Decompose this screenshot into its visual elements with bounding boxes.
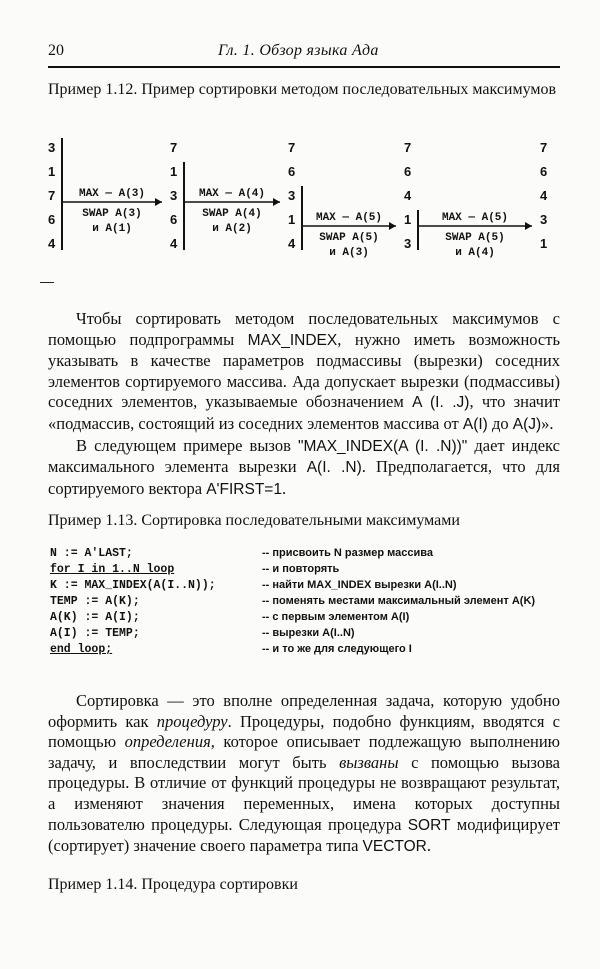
arrow-head-icon xyxy=(389,222,396,230)
paragraph-2: В следующем примере вызов "MAX_INDEX(A (I. .N))" дает индекс максимального элемента вырезки A(I. .N). Предполагается, что для сортируемого вектора A'FIRST=1. xyxy=(48,435,560,498)
code-listing: N := A'LAST; -- присвоить N размер массива for I in 1..N loop -- и повторять K := MAX_INDEX(A(I..N)); -- найти MAX_INDEX вырезки A(I..N) TEMP := A(K); -- поменять местами максимальный элемент A(K) A(K) := A(I); -- с первым элементом A(I) A(I) := TEMP; -- вырезки A(I..N) end loop; -- и то же для следующего I xyxy=(50,547,536,656)
running-header xyxy=(48,40,560,68)
diagram-value: 3 xyxy=(288,188,296,203)
diagram-value: 1 xyxy=(404,212,412,227)
example-1-12-caption: Пример 1.12. Пример сортировки методом последовательных максимумов xyxy=(48,81,557,98)
diagram-value: 7 xyxy=(48,188,56,203)
diagram-value: 1 xyxy=(48,164,56,179)
diagram-dash xyxy=(40,282,54,283)
example-1-13-caption: Пример 1.13. Сортировка последовательными максимумами xyxy=(48,512,460,529)
sort-diagram xyxy=(40,128,570,293)
diagram-value: 6 xyxy=(540,164,548,179)
diagram-value: 7 xyxy=(288,140,296,155)
diagram-with-label: и A(1) xyxy=(92,223,132,235)
diagram-value: 4 xyxy=(170,236,178,251)
diagram-value: 6 xyxy=(404,164,412,179)
arrow-head-icon xyxy=(525,222,532,230)
diagram-with-label: и A(2) xyxy=(212,223,252,235)
diagram-with-label: и A(4) xyxy=(455,247,495,259)
paragraph-3: Сортировка — это вполне определенная задача, которую удобно оформить как процедуру. Процедуры, подобно функциям, вводятся с помощью определения, которое описывает подлежащую выполнению задачу, и впоследствии могут быть вызваны с помощью вызова процедуры. В отличие от функций процедуры не возвращают результат, а изменяют значения переменных, имена которых доступны пользователю процедуры. Следующая процедура SORT модифицирует (сортирует) значение своего параметра типа VECTOR. xyxy=(48,691,561,856)
diagram-value: 4 xyxy=(48,236,56,251)
page-number: 20 xyxy=(48,42,64,59)
arrow-head-icon xyxy=(155,198,162,206)
diagram-value: 1 xyxy=(288,212,296,227)
diagram-swap-label: SWAP A(3) xyxy=(82,208,142,220)
diagram-value: 7 xyxy=(404,140,412,155)
diagram-value: 4 xyxy=(404,188,412,203)
diagram-value: 6 xyxy=(170,212,178,227)
diagram-max-label: MAX — A(3) xyxy=(78,188,146,200)
diagram-value: 1 xyxy=(170,164,178,179)
diagram-value: 4 xyxy=(288,236,296,251)
diagram-swap-label: SWAP A(4) xyxy=(202,208,262,220)
diagram-value: 3 xyxy=(48,140,56,155)
running-title: Гл. 1. Обзор языка Ада xyxy=(218,42,379,59)
diagram-value: 7 xyxy=(540,140,548,155)
diagram-value: 4 xyxy=(540,188,548,203)
diagram-max-label: MAX — A(5) xyxy=(315,212,383,224)
diagram-value: 3 xyxy=(404,236,412,251)
diagram-value: 1 xyxy=(540,236,548,251)
diagram-with-label: и A(3) xyxy=(329,247,369,259)
paragraph-1: Чтобы сортировать методом последовательных максимумов с помощью подпрограммы MAX_INDEX, нужно иметь возможность указывать в качестве параметров подмассивы (вырезки) соседних элементов сортируемого массива. Ада допускает вырезки (подмассивы) соседних элементов, указываемые обозначением A (I. .J), что значит «подмассив, состоящий из соседних элементов массива от A(I) до A(J)». В следующем примере вызов "MAX_INDEX(A (I. .N))" дает индекс максимального элемента вырезки A(I. .N). Предполагается, что для сортируемого вектора A'FIRST=1. xyxy=(48,309,560,500)
diagram-swap-label: SWAP A(5) xyxy=(319,232,379,244)
diagram-max-label: MAX — A(4) xyxy=(198,188,266,200)
diagram-value: 6 xyxy=(288,164,296,179)
diagram-value: 7 xyxy=(170,140,178,155)
arrow-head-icon xyxy=(273,198,280,206)
diagram-swap-label: SWAP A(5) xyxy=(445,232,505,244)
diagram-max-label: MAX — A(5) xyxy=(441,212,509,224)
diagram-value: 6 xyxy=(48,212,56,227)
diagram-value: 3 xyxy=(540,212,548,227)
example-1-14-caption: Пример 1.14. Процедура сортировки xyxy=(48,876,298,893)
diagram-value: 3 xyxy=(170,188,178,203)
